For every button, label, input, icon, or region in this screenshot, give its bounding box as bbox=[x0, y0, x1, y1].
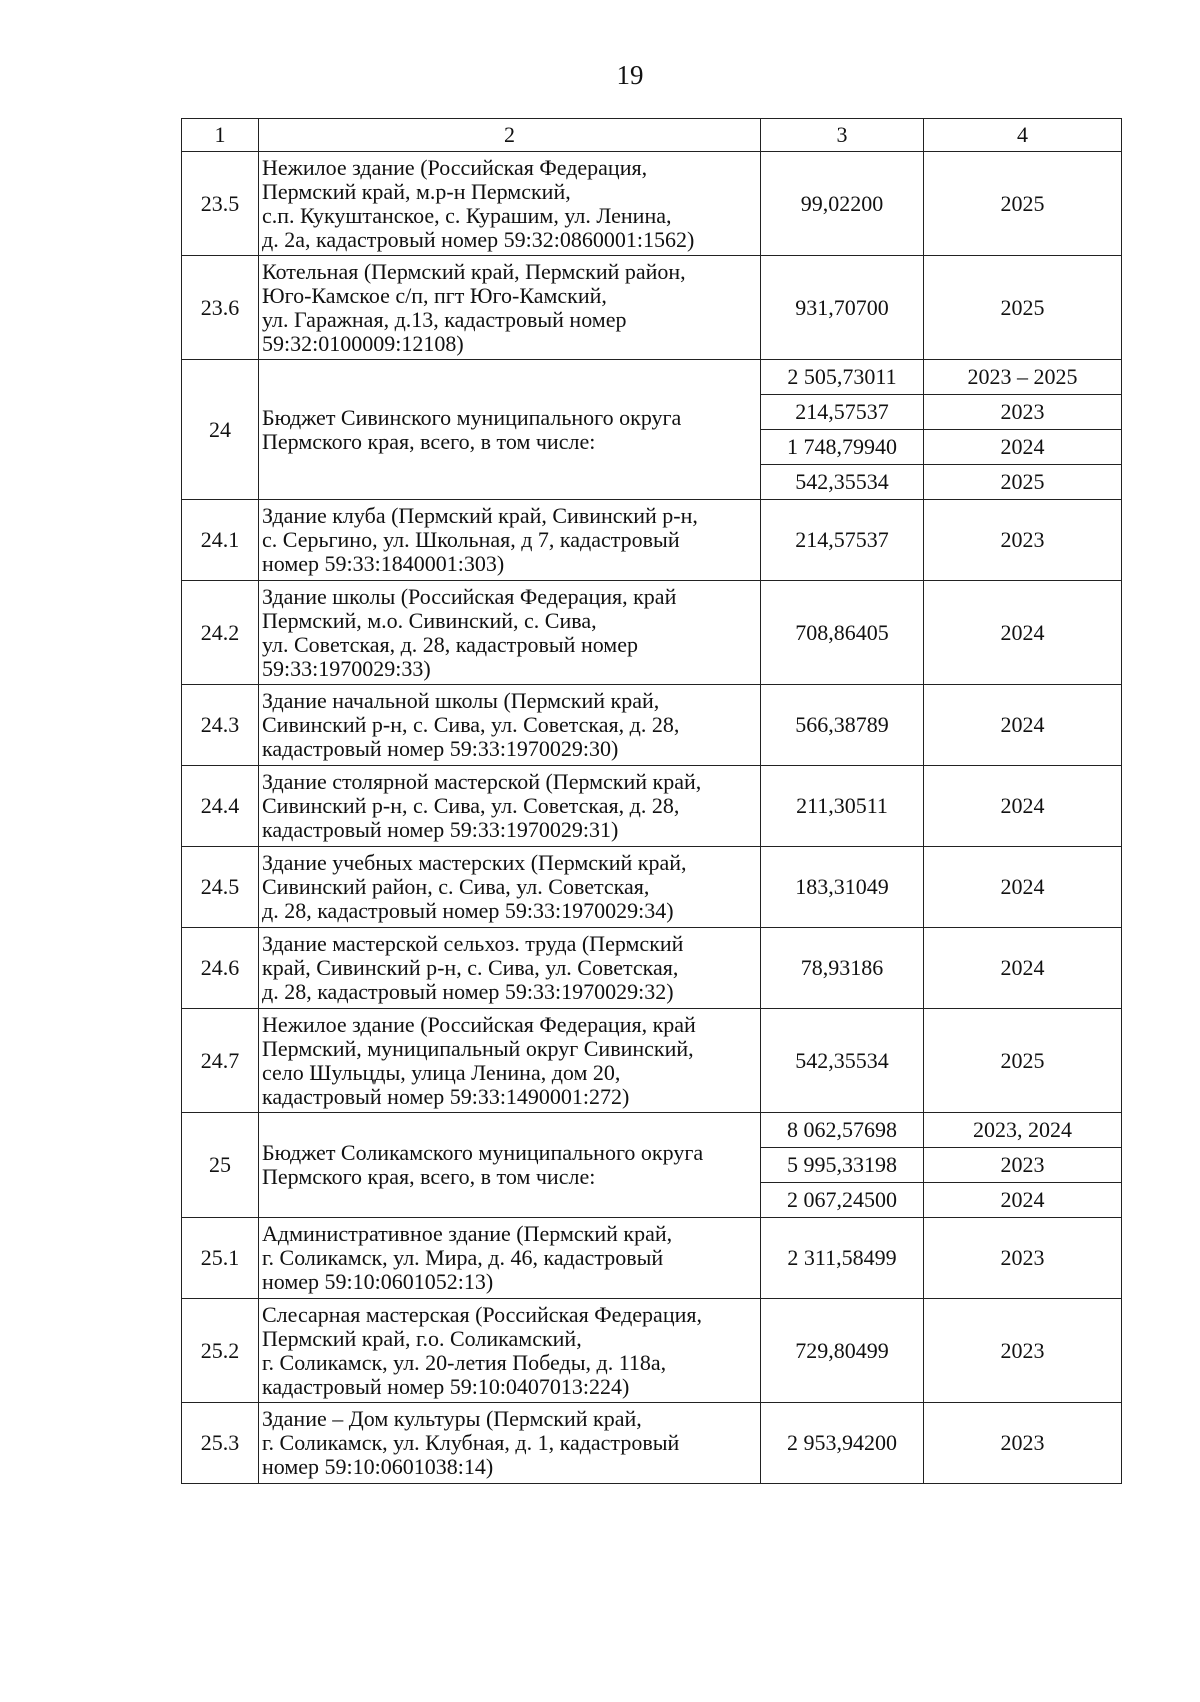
row-amount: 183,31049 bbox=[761, 847, 924, 928]
table-row bbox=[182, 1113, 1122, 1148]
row-year: 2024 bbox=[924, 581, 1122, 685]
row-year: 2023 – 2025 bbox=[924, 360, 1122, 395]
row-amount: 78,93186 bbox=[761, 928, 924, 1009]
row-number: 25 bbox=[182, 1113, 259, 1218]
description-line: Сивинский р-н, с. Сива, ул. Советская, д. 28, bbox=[262, 793, 680, 818]
description-line: номер 59:33:1840001:303) bbox=[262, 551, 505, 576]
row-year: 2023 bbox=[924, 1218, 1122, 1299]
row-number: 24.7 bbox=[182, 1009, 259, 1113]
data-table bbox=[181, 118, 1122, 1484]
row-number: 24.4 bbox=[182, 766, 259, 847]
row-year: 2023 bbox=[924, 1299, 1122, 1403]
table-row bbox=[182, 766, 1122, 847]
row-description bbox=[259, 1218, 761, 1299]
description-line: село Шульцды, улица Ленина, дом 20, bbox=[262, 1059, 621, 1085]
row-number: 24.2 bbox=[182, 581, 259, 685]
row-amount: 542,35534 bbox=[761, 465, 924, 500]
description-line: номер 59:10:0601038:14) bbox=[262, 1454, 494, 1479]
description-line: д. 28, кадастровый номер 59:33:1970029:32) bbox=[262, 979, 674, 1004]
table-body bbox=[182, 152, 1122, 1484]
description-line: Пермского края, всего, в том числе: bbox=[262, 428, 596, 454]
row-year: 2024 bbox=[924, 685, 1122, 766]
row-year: 2023 bbox=[924, 395, 1122, 430]
row-number: 24.1 bbox=[182, 500, 259, 581]
description-line: Здание столярной мастерской (Пермский край, bbox=[262, 769, 702, 794]
row-number: 24.5 bbox=[182, 847, 259, 928]
row-year: 2023 bbox=[924, 500, 1122, 581]
table-row bbox=[182, 847, 1122, 928]
row-year: 2025 bbox=[924, 256, 1122, 360]
row-description bbox=[259, 500, 761, 581]
row-description bbox=[259, 360, 761, 500]
row-amount: 99,02200 bbox=[761, 152, 924, 256]
description-line: Здание клуба (Пермский край, Сивинский р-н, bbox=[262, 503, 698, 528]
description-line: кадастровый номер 59:10:0407013:224) bbox=[262, 1373, 630, 1399]
description-line: Юго-Камское с/п, пгт Юго-Камский, bbox=[262, 282, 607, 308]
row-year: 2023 bbox=[924, 1148, 1122, 1183]
description-line: Бюджет Сивинского муниципального округа bbox=[262, 404, 682, 430]
description-line: Здание учебных мастерских (Пермский край, bbox=[262, 850, 687, 875]
row-number: 25.2 bbox=[182, 1299, 259, 1403]
description-line: Пермского края, всего, в том числе: bbox=[262, 1164, 596, 1189]
row-number: 24.6 bbox=[182, 928, 259, 1009]
row-amount: 1 748,79940 bbox=[761, 430, 924, 465]
row-year: 2023 bbox=[924, 1403, 1122, 1484]
description-line: д. 2а, кадастровый номер 59:32:0860001:1562) bbox=[262, 226, 695, 252]
row-description bbox=[259, 1403, 761, 1484]
row-description bbox=[259, 766, 761, 847]
description-line: край, Сивинский р-н, с. Сива, ул. Советская, bbox=[262, 955, 679, 980]
description-line: Пермский, муниципальный округ Сивинский, bbox=[262, 1035, 694, 1061]
description-line: кадастровый номер 59:33:1970029:31) bbox=[262, 817, 619, 842]
description-line: 59:32:0100009:12108) bbox=[262, 330, 464, 356]
row-amount: 214,57537 bbox=[761, 500, 924, 581]
row-description bbox=[259, 847, 761, 928]
row-amount: 5 995,33198 bbox=[761, 1148, 924, 1183]
description-line: Пермский, м.о. Сивинский, с. Сива, bbox=[262, 607, 597, 633]
row-description bbox=[259, 256, 761, 360]
description-line: с.п. Кукуштанское, с. Курашим, ул. Ленина, bbox=[262, 202, 672, 228]
table-row bbox=[182, 1403, 1122, 1484]
row-amount: 2 505,73011 bbox=[761, 360, 924, 395]
table-row bbox=[182, 360, 1122, 395]
table-row bbox=[182, 256, 1122, 360]
table-row bbox=[182, 1299, 1122, 1403]
description-line: Сивинский район, с. Сива, ул. Советская, bbox=[262, 874, 650, 899]
table-row bbox=[182, 500, 1122, 581]
row-year: 2025 bbox=[924, 465, 1122, 500]
row-description bbox=[259, 928, 761, 1009]
description-line: ул. Советская, д. 28, кадастровый номер bbox=[262, 631, 638, 657]
table-row bbox=[182, 152, 1122, 256]
row-amount: 2 311,58499 bbox=[761, 1218, 924, 1299]
row-description bbox=[259, 152, 761, 256]
header-col-4: 4 bbox=[924, 119, 1122, 152]
row-amount: 931,70700 bbox=[761, 256, 924, 360]
description-line: Бюджет Соликамского муниципального округа bbox=[262, 1140, 704, 1165]
description-line: г. Соликамск, ул. Мира, д. 46, кадастровый bbox=[262, 1245, 664, 1270]
table-row bbox=[182, 1218, 1122, 1299]
row-year: 2025 bbox=[924, 1009, 1122, 1113]
description-line: Административное здание (Пермский край, bbox=[262, 1221, 673, 1246]
description-line: 59:33:1970029:33) bbox=[262, 655, 431, 681]
header-col-1: 1 bbox=[182, 119, 259, 152]
row-number: 23.5 bbox=[182, 152, 259, 256]
row-amount: 8 062,57698 bbox=[761, 1113, 924, 1148]
header-col-3: 3 bbox=[761, 119, 924, 152]
header-col-2: 2 bbox=[259, 119, 761, 152]
row-year: 2024 bbox=[924, 847, 1122, 928]
row-amount: 214,57537 bbox=[761, 395, 924, 430]
row-number: 25.1 bbox=[182, 1218, 259, 1299]
description-line: Нежилое здание (Российская Федерация, край bbox=[262, 1011, 696, 1037]
row-amount: 211,30511 bbox=[761, 766, 924, 847]
description-line: номер 59:10:0601052:13) bbox=[262, 1269, 494, 1294]
row-amount: 566,38789 bbox=[761, 685, 924, 766]
page-number: 19 bbox=[616, 60, 644, 90]
table-row bbox=[182, 1009, 1122, 1113]
table-row bbox=[182, 928, 1122, 1009]
row-year: 2024 bbox=[924, 430, 1122, 465]
row-year: 2024 bbox=[924, 1183, 1122, 1218]
description-line: г. Соликамск, ул. Клубная, д. 1, кадастровый bbox=[262, 1430, 680, 1455]
row-description bbox=[259, 1009, 761, 1113]
description-line: кадастровый номер 59:33:1970029:30) bbox=[262, 736, 619, 761]
row-year: 2023, 2024 bbox=[924, 1113, 1122, 1148]
description-line: Здание начальной школы (Пермский край, bbox=[262, 688, 660, 713]
table-row bbox=[182, 581, 1122, 685]
row-amount: 542,35534 bbox=[761, 1009, 924, 1113]
row-description bbox=[259, 1299, 761, 1403]
row-amount: 729,80499 bbox=[761, 1299, 924, 1403]
row-number: 24 bbox=[182, 360, 259, 500]
description-line: Котельная (Пермский край, Пермский район, bbox=[262, 258, 686, 284]
row-amount: 2 067,24500 bbox=[761, 1183, 924, 1218]
description-line: г. Соликамск, ул. 20-летия Победы, д. 118а, bbox=[262, 1349, 667, 1375]
row-number: 23.6 bbox=[182, 256, 259, 360]
row-amount: 708,86405 bbox=[761, 581, 924, 685]
row-description bbox=[259, 685, 761, 766]
description-line: с. Серьгино, ул. Школьная, д 7, кадастровый bbox=[262, 527, 680, 552]
row-year: 2024 bbox=[924, 766, 1122, 847]
row-number: 25.3 bbox=[182, 1403, 259, 1484]
description-line: д. 28, кадастровый номер 59:33:1970029:34) bbox=[262, 898, 674, 923]
description-line: Нежилое здание (Российская Федерация, bbox=[262, 154, 648, 180]
row-description bbox=[259, 1113, 761, 1218]
description-line: кадастровый номер 59:33:1490001:272) bbox=[262, 1083, 630, 1109]
description-line: Пермский край, м.р-н Пермский, bbox=[262, 178, 571, 204]
description-line: Здание школы (Российская Федерация, край bbox=[262, 583, 677, 609]
row-number: 24.3 bbox=[182, 685, 259, 766]
table-header bbox=[182, 119, 1122, 152]
description-line: Здание мастерской сельхоз. труда (Пермский bbox=[262, 931, 684, 956]
row-amount: 2 953,94200 bbox=[761, 1403, 924, 1484]
description-line: Здание – Дом культуры (Пермский край, bbox=[262, 1406, 642, 1431]
description-line: ул. Гаражная, д.13, кадастровый номер bbox=[262, 306, 627, 332]
row-year: 2024 bbox=[924, 928, 1122, 1009]
row-description bbox=[259, 581, 761, 685]
description-line: Сивинский р-н, с. Сива, ул. Советская, д. 28, bbox=[262, 712, 680, 737]
description-line: Слесарная мастерская (Российская Федерация, bbox=[262, 1301, 702, 1327]
table-row bbox=[182, 685, 1122, 766]
row-year: 2025 bbox=[924, 152, 1122, 256]
description-line: Пермский край, г.о. Соликамский, bbox=[262, 1325, 582, 1351]
